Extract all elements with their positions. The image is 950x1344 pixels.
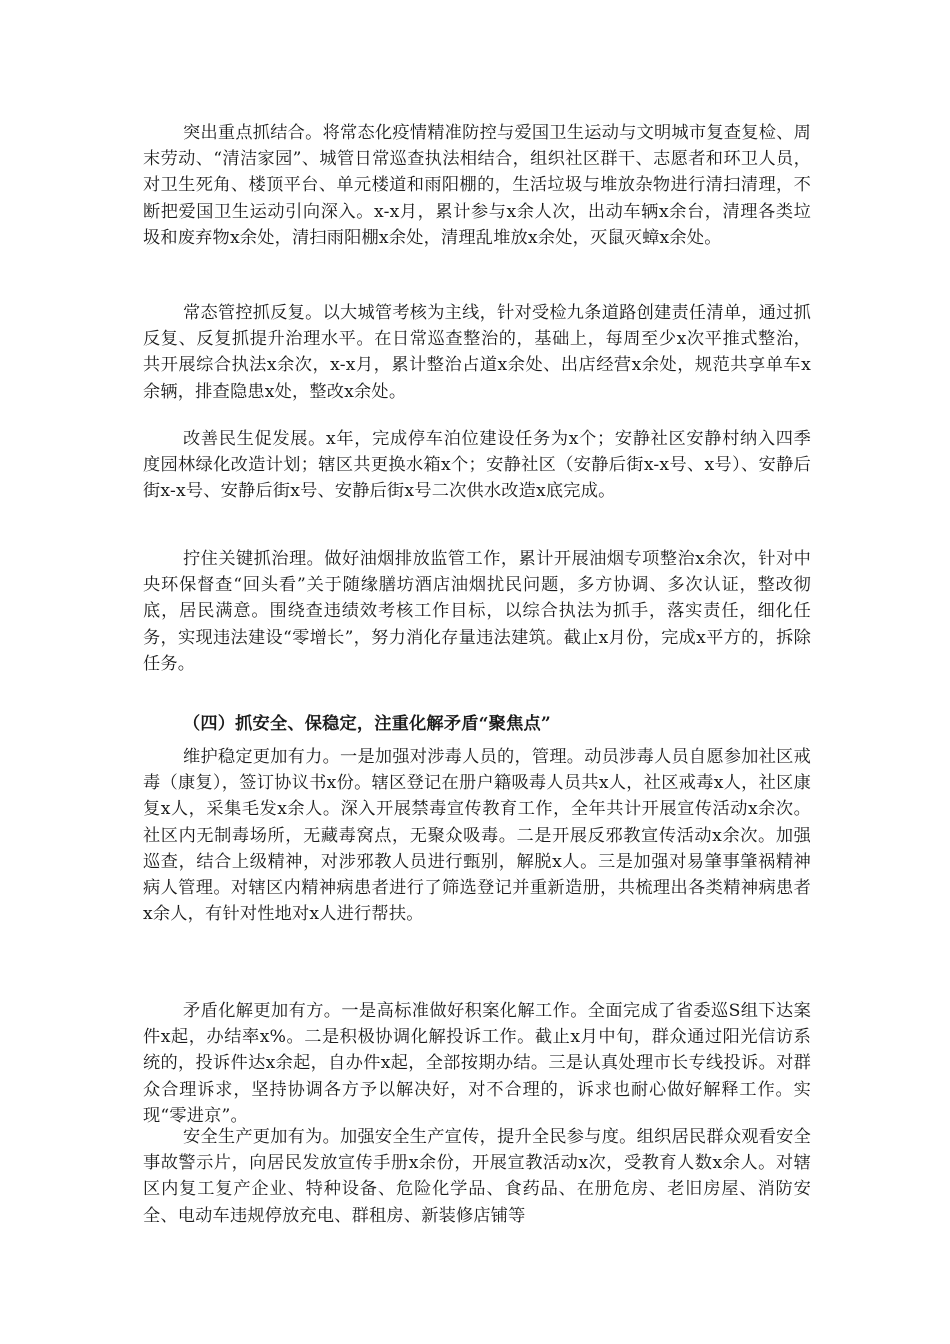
paragraph-management: 常态管控抓反复。以大城管考核为主线，针对受检九条道路创建责任清单，通过抓反复、反复抓提升治理水平。在日常巡查整治的，基础上，每周至少x次平推式整治，共开展综合执法x余次，x-x月，累计整治占道x余处、出店经营x余处，规范共享单车x余辆，排查隐患x处，整改x余处。 <box>143 303 811 402</box>
paragraph-cleanup: 突出重点抓结合。将常态化疫情精准防控与爱国卫生运动与文明城市复查复检、周末劳动、“清洁家园”、城管日常巡查执法相结合，组织社区群干、志愿者和环卫人员，对卫生死角、楼顶平台、单元楼道和雨阳棚的，生活垃圾与堆放杂物进行清扫清理，不断把爱国卫生运动引向深入。x-x月，累计参与x余人次，出动车辆x余台，清理各类垃圾和废弃物x余处，清扫雨阳棚x余处，清理乱堆放x余处，灭鼠灭蟑x余处。 <box>143 123 811 248</box>
paragraph-governance: 拧住关键抓治理。做好油烟排放监管工作，累计开展油烟专项整治x余次，针对中央环保督查“回头看”关于随缘膳坊酒店油烟扰民问题，多方协调、多次认证，整改彻底，居民满意。围绕查违绩效考核工作目标，以综合执法为抓手，落实责任，细化任务，实现违法建设“零增长”，努力消化存量违法建筑。截止x月份，完成x平方的，拆除任务。 <box>143 549 811 674</box>
section-heading: （四）抓安全、保稳定，注重化解矛盾“聚焦点” <box>183 714 551 735</box>
paragraph-livelihood: 改善民生促发展。x年，完成停车泊位建设任务为x个；安静社区安静村纳入四季度园林绿化改造计划；辖区共更换水箱x个；安静社区（安静后街x-x号、x号）、安静后街x-x号、安静后街x号、安静后街x号二次供水改造x底完成。 <box>143 429 811 502</box>
paragraph-safety: 安全生产更加有为。加强安全生产宣传，提升全民参与度。组织居民群众观看安全事故警示片，向居民发放宣传手册x余份，开展宣教活动x次，受教育人数x余人。对辖区内复工复产企业、特种设备、危险化学品、食药品、在册危房、老旧房屋、消防安全、电动车违规停放充电、群租房、新装修店铺等 <box>143 1127 811 1226</box>
paragraph-disputes: 矛盾化解更加有方。一是高标准做好积案化解工作。全面完成了省委巡S组下达案件x起，办结率x%。二是积极协调化解投诉工作。截止x月中旬，群众通过阳光信访系统的，投诉件达x余起，自办件x起，全部按期办结。三是认真处理市长专线投诉。对群众合理诉求，坚持协调各方予以解决好，对不合理的，诉求也耐心做好解释工作。实现“零进京”。 <box>143 1001 811 1126</box>
paragraph-stability: 维护稳定更加有力。一是加强对涉毒人员的，管理。动员涉毒人员自愿参加社区戒毒（康复），签订协议书x份。辖区登记在册户籍吸毒人员共x人，社区戒毒x人，社区康复x人，采集毛发x余人。深入开展禁毒宣传教育工作，全年共计开展宣传活动x余次。社区内无制毒场所，无藏毒窝点，无聚众吸毒。二是开展反邪教宣传活动x余次。加强巡查，结合上级精神，对涉邪教人员进行甄别，解脱x人。三是加强对易肇事肇祸精神病人管理。对辖区内精神病患者进行了筛选登记并重新造册，共梳理出各类精神病患者x余人，有针对性地对x人进行帮扶。 <box>143 747 811 925</box>
